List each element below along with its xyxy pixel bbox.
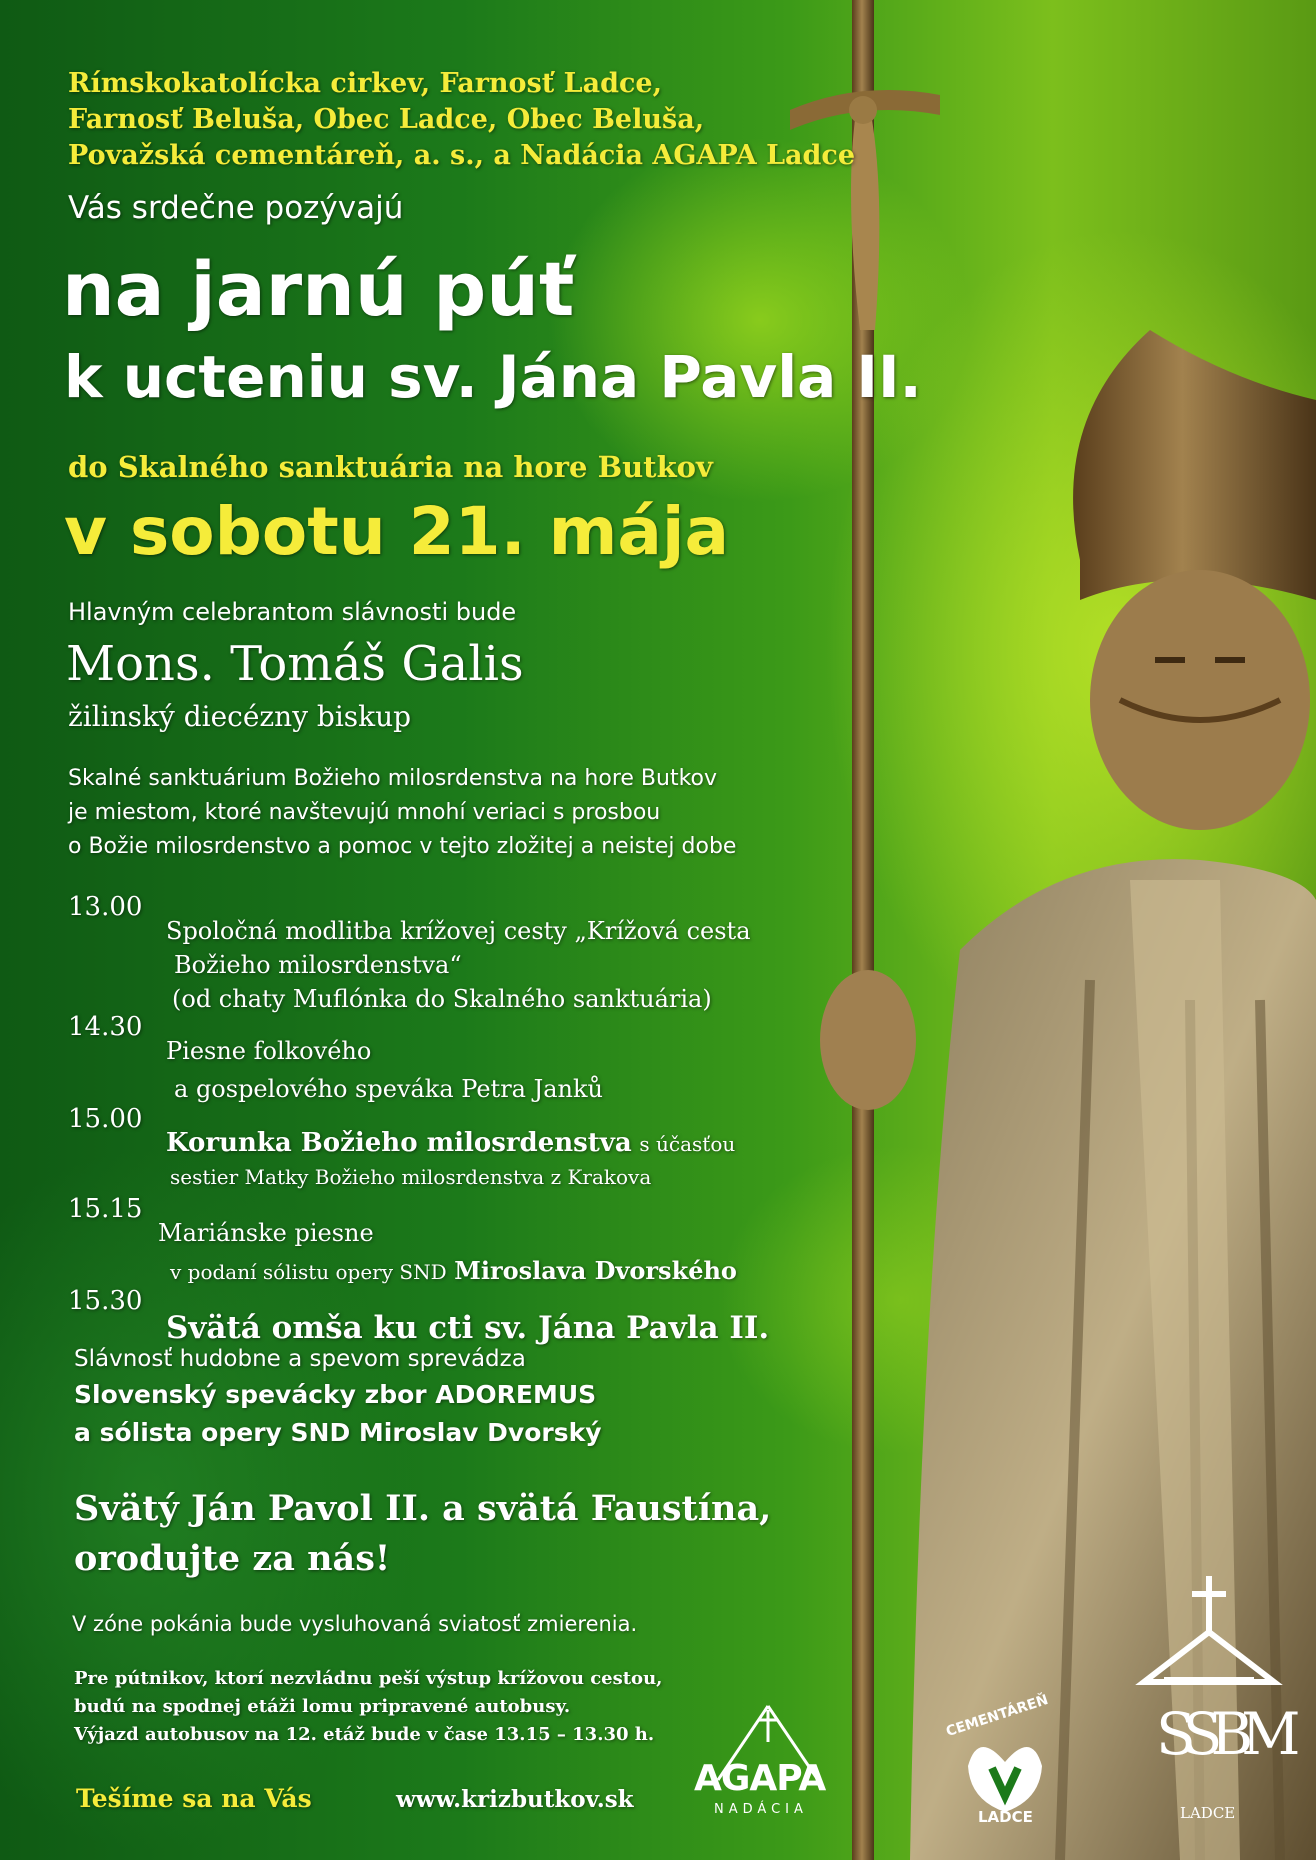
prayer-line-1: Svätý Ján Pavol II. a svätá Faustína, xyxy=(74,1488,772,1529)
event-date: v sobotu 21. mája xyxy=(64,493,730,570)
schedule-time: 13.00 xyxy=(68,892,143,922)
footer-greeting: Tešíme sa na Vás xyxy=(76,1784,312,1813)
sanctuary-cross-icon xyxy=(1134,1572,1284,1692)
schedule-line: sestier Matky Božieho milosrdenstva z Krakova xyxy=(170,1165,652,1189)
invite-text: Vás srdečne pozývajú xyxy=(68,190,404,226)
agapa-logo-sub: NADÁCIA xyxy=(714,1802,808,1817)
cementaren-logo xyxy=(940,1691,1070,1830)
schedule-line: (od chaty Muflónka do Skalného sanktuária) xyxy=(172,985,712,1013)
celebrant-name: Mons. Tomáš Galis xyxy=(66,636,524,692)
bus-line-3: Výjazd autobusov na 12. etáž bude v čase 13.15 – 13.30 h. xyxy=(74,1724,655,1745)
about-line-3: o Božie milosrdenstvo a pomoc v tejto zložitej a neistej dobe xyxy=(68,834,737,859)
about-line-1: Skalné sanktuárium Božieho milosrdenstva na hore Butkov xyxy=(68,766,717,791)
ssbm-letters: SSBM xyxy=(1156,1700,1289,1768)
bus-line-2: budú na spodnej etáži lomu pripravené autobusy. xyxy=(74,1696,571,1717)
agapa-logo xyxy=(688,1698,848,1822)
music-line-2: a sólista opery SND Miroslav Dvorský xyxy=(74,1418,602,1447)
music-line-1: Slovenský spevácky zbor ADOREMUS xyxy=(74,1380,597,1409)
celebrant-intro: Hlavným celebrantom slávnosti bude xyxy=(68,598,517,626)
schedule-time: 15.30 xyxy=(68,1286,143,1316)
schedule-line: Korunka Božieho milosrdenstva xyxy=(166,1128,632,1158)
ssbm-logo xyxy=(1134,1572,1289,1832)
schedule-line-suffix: Miroslava Dvorského xyxy=(454,1256,737,1285)
music-intro: Slávnosť hudobne a spevom sprevádza xyxy=(74,1346,526,1372)
schedule-time: 14.30 xyxy=(68,1012,143,1042)
celebrant-role: žilinský diecézny biskup xyxy=(68,700,412,733)
about-line-2: je miestom, ktoré navštevujú mnohí veriaci s prosbou xyxy=(68,800,661,825)
mitre xyxy=(1073,330,1316,600)
bus-line-1: Pre pútnikov, ktorí nezvládnu peší výstup krížovou cestou, xyxy=(74,1668,663,1689)
cementaren-logo-top: CEMENTÁREŇ xyxy=(944,1691,1051,1741)
prayer-line-2: orodujte za nás! xyxy=(74,1538,391,1579)
organizers-line-1: Rímskokatolícka cirkev, Farnosť Ladce, xyxy=(68,68,663,99)
website-link[interactable]: www.krizbutkov.sk xyxy=(396,1786,634,1813)
title-line-2: k ucteniu sv. Jána Pavla II. xyxy=(64,343,922,411)
organizers-line-3: Považská cementáreň, a. s., a Nadácia AGAPA Ladce xyxy=(68,140,856,171)
schedule-line-suffix: s účasťou xyxy=(639,1132,736,1156)
organizers-line-2: Farnosť Beluša, Obec Ladce, Obec Beluša, xyxy=(68,104,705,135)
destination-text: do Skalného sanktuária na hore Butkov xyxy=(68,450,713,484)
hand xyxy=(820,970,916,1110)
schedule-line: v podaní sólistu opery SND xyxy=(170,1260,447,1284)
cementaren-logo-bottom: LADCE xyxy=(978,1808,1033,1826)
schedule-line: a gospelového speváka Petra Janků xyxy=(174,1075,603,1103)
title-line-1: na jarnú púť xyxy=(62,247,575,333)
schedule-line: Spoločná modlitba krížovej cesty „Krížová cesta xyxy=(166,917,751,945)
schedule-time: 15.15 xyxy=(68,1194,143,1224)
schedule-line: Svätá omša ku cti sv. Jána Pavla II. xyxy=(166,1310,770,1346)
schedule-line: Piesne folkového xyxy=(166,1037,372,1065)
ssbm-logo-sub: LADCE xyxy=(1180,1804,1236,1822)
agapa-logo-name: AGAPA xyxy=(694,1758,826,1799)
schedule-time: 15.00 xyxy=(68,1104,143,1134)
schedule-line: Mariánske piesne xyxy=(158,1219,374,1247)
schedule-line: Božieho milosrdenstva“ xyxy=(174,951,462,979)
confession-note: V zóne pokánia bude vysluhovaná sviatosť zmierenia. xyxy=(72,1612,638,1636)
